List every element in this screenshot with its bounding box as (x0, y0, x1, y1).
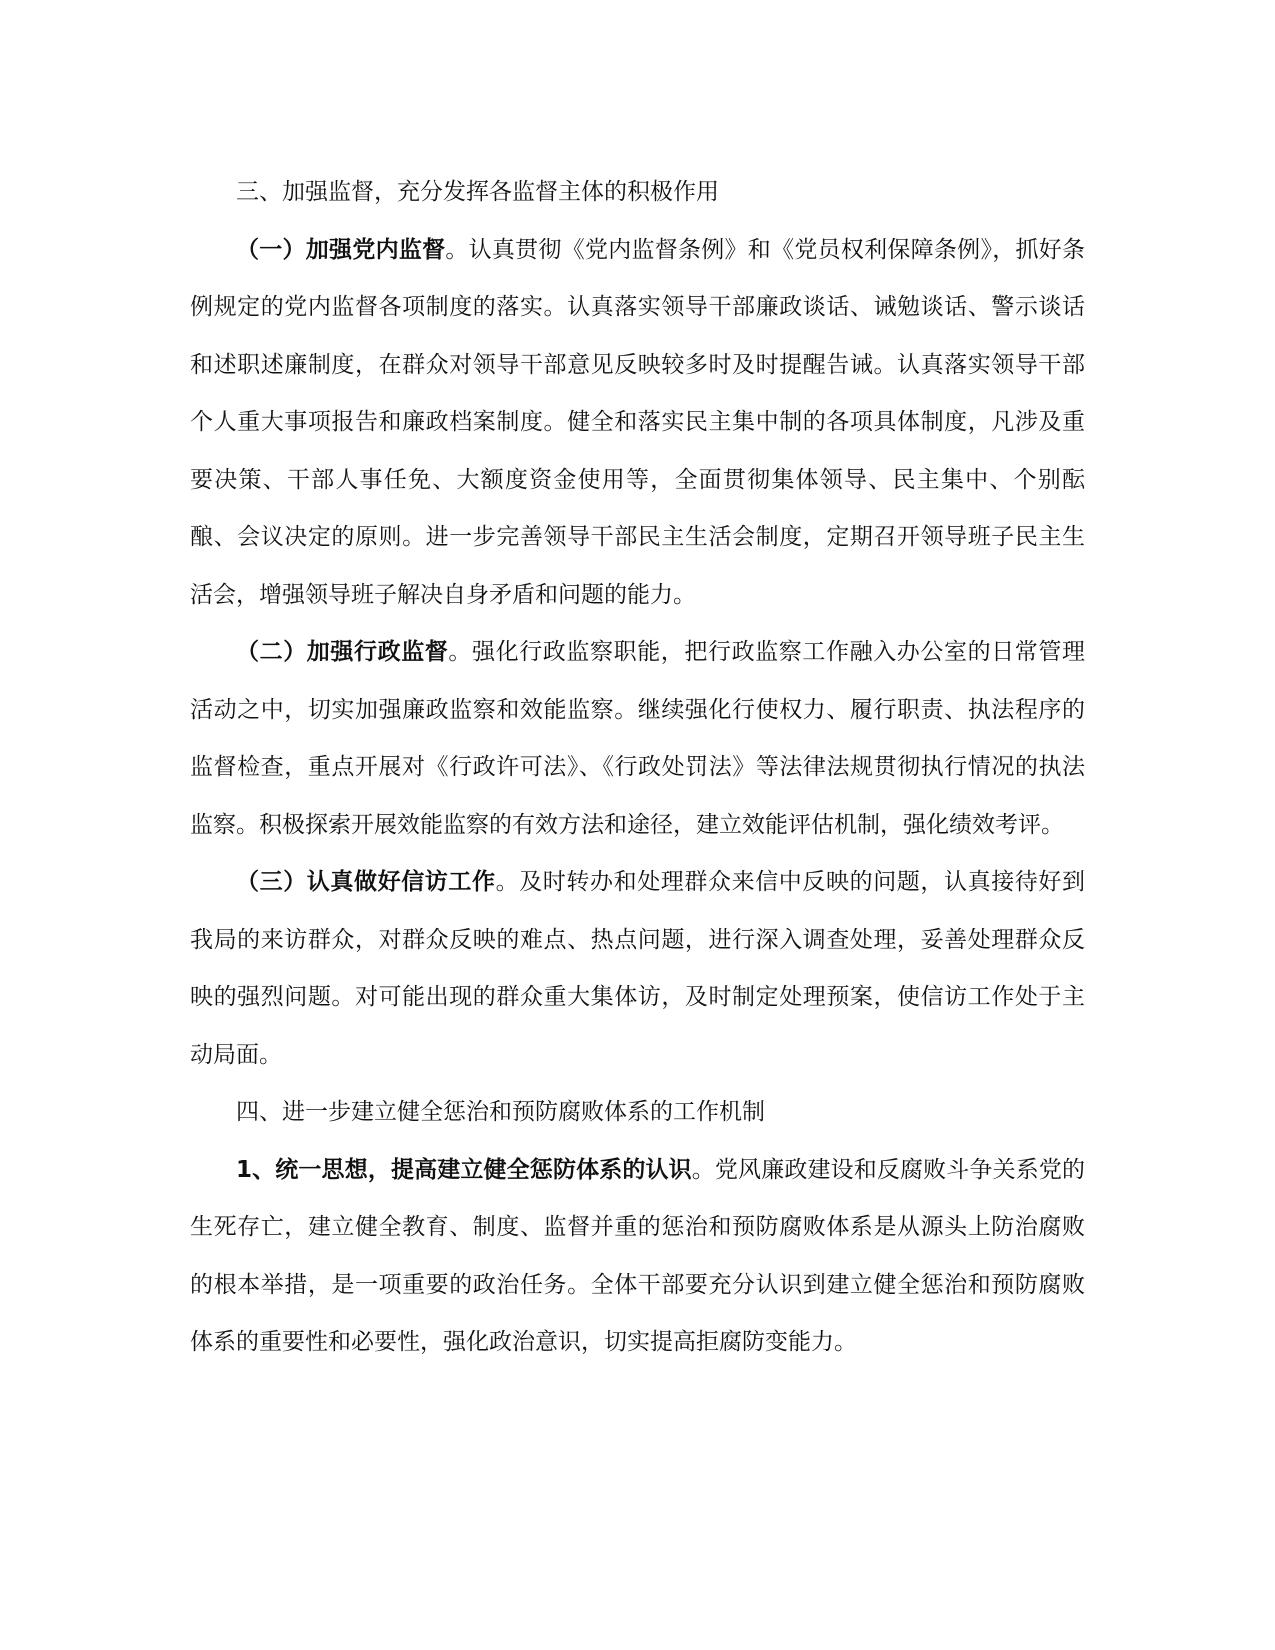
paragraph-body: 。强化行政监察职能，把行政监察工作融入办公室的日常管理活动之中，切实加强廉政监察和效能监察。继续强化行使权力、履行职责、执法程序的监督检查，重点开展对《行政许可法》、《行政处罚法》等法律法规贯彻执行情况的执法监察。积极探索开展效能监察的有效方法和途径，建立效能评估机制，强化绩效考评。 (190, 639, 1086, 838)
section-3-paragraph-1 (190, 222, 1085, 625)
paragraph-body: 。及时转办和处理群众来信中反映的问题，认真接待好到我局的来访群众，对群众反映的难点、热点问题，进行深入调查处理，妥善处理群众反映的强烈问题。对可能出现的群众重大集体访，及时制定处理预案，使信访工作处于主动局面。 (190, 869, 1086, 1068)
section-3-heading: 三、加强监督，充分发挥各监督主体的积极作用 (236, 179, 719, 205)
section-4-paragraph-1 (190, 1142, 1085, 1372)
paragraph-body: 。党风廉政建设和反腐败斗争关系党的生死存亡，建立健全教育、制度、监督并重的惩治和预防腐败体系是从源头上防治腐败的根本举措，是一项重要的政治任务。全体干部要充分认识到建立健全惩治和预防腐败体系的重要性和必要性，强化政治意识，切实提高拒腐防变能力。 (190, 1156, 1085, 1355)
paragraph-title: （三）认真做好信访工作 (236, 869, 496, 895)
section-3-paragraph-2 (190, 624, 1085, 854)
paragraph-title: （一）加强党内监督 (236, 236, 446, 263)
paragraph-body: 。认真贯彻《党内监督条例》和《党员权利保障条例》，抓好条例规定的党内监督各项制度的落实。认真落实领导干部廉政谈话、诫勉谈话、警示谈话和述职述廉制度，在群众对领导干部意见反映较多时及时提醒告诫。认真落实领导干部个人重大事项报告和廉政档案制度。健全和落实民主集中制的各项具体制度，凡涉及重要决策、干部人事任免、大额度资金使用等，全面贯彻集体领导、民主集中、个别酝酿、会议决定的原则。进一步完善领导干部民主生活会制度，定期召开领导班子民主生活会，增强领导班子解决自身矛盾和问题的能力。 (190, 236, 1085, 608)
paragraph-title: 1、统一思想，提高建立健全惩防体系的认识 (236, 1156, 692, 1183)
document-page (190, 164, 1085, 1372)
paragraph-title: （二）加强行政监督 (236, 639, 449, 665)
section-4-heading: 四、进一步建立健全惩治和预防腐败体系的工作机制 (236, 1099, 765, 1125)
section-3-paragraph-3 (190, 854, 1085, 1084)
